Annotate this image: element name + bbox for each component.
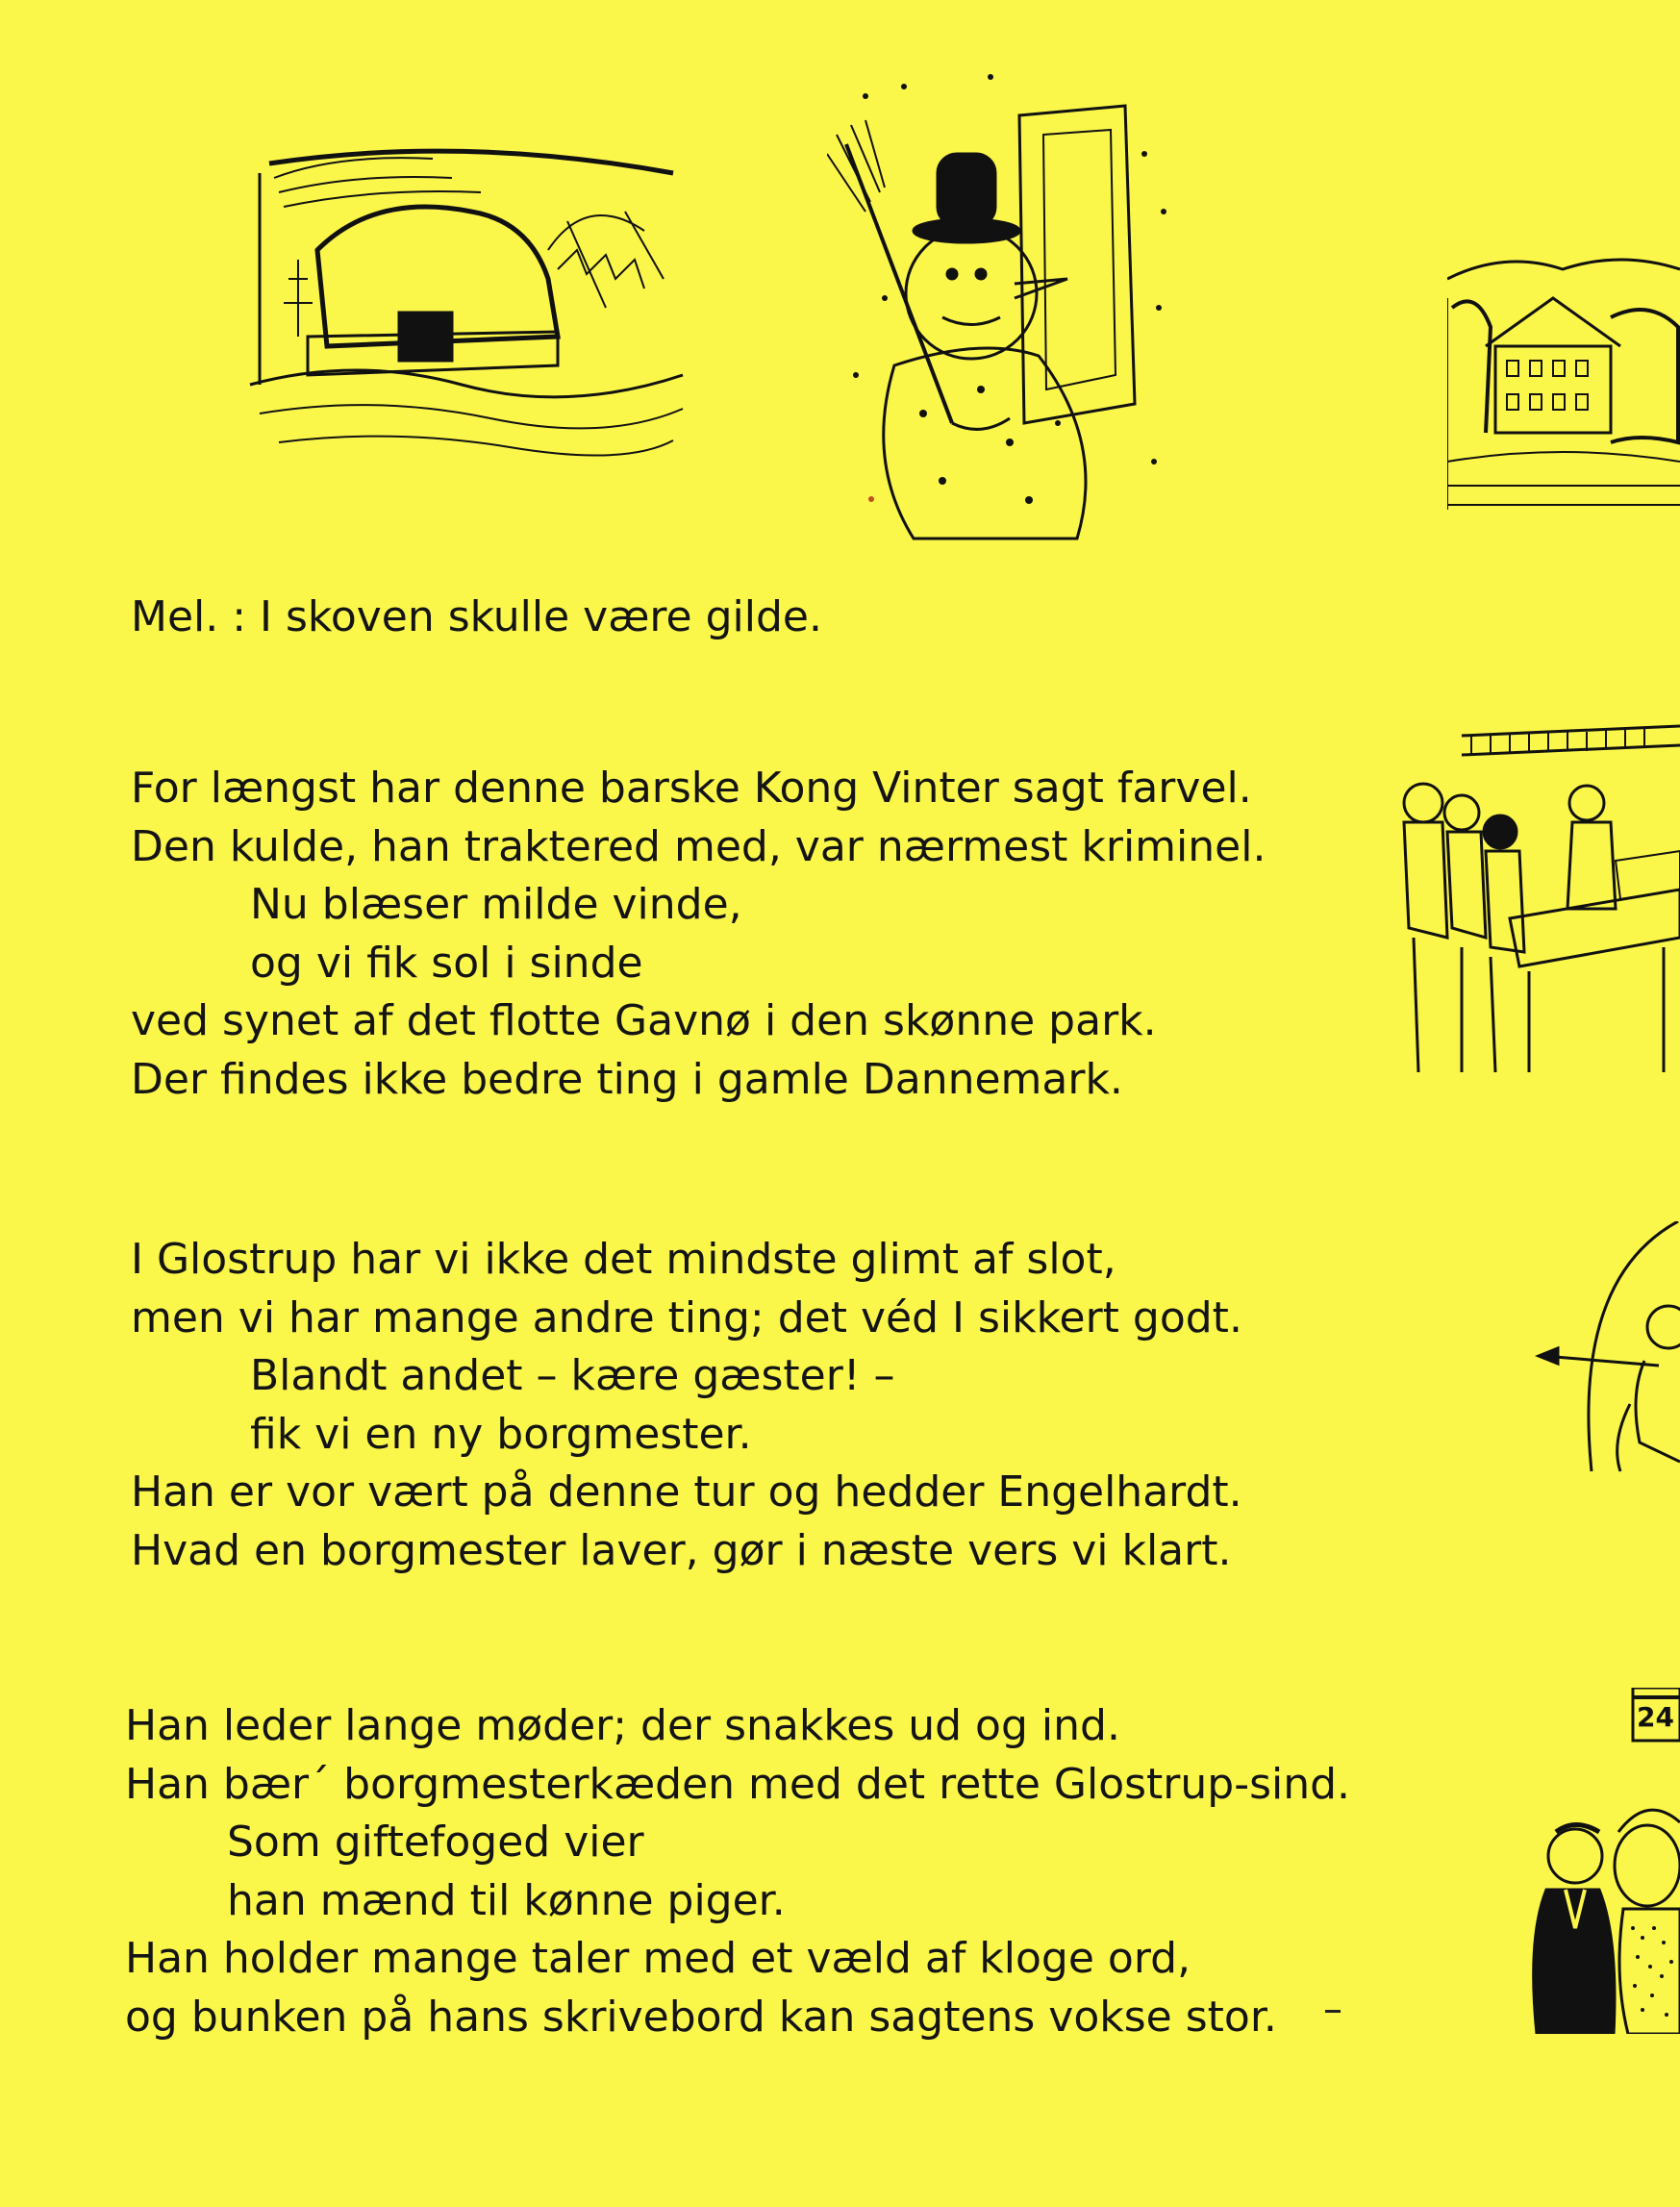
verse-line-indented: han mænd til kønne piger. xyxy=(227,1875,786,1925)
verse-line: Han holder mange taler med et væld af kloge ord, xyxy=(125,1934,1191,1983)
verse-line-indented: Som giftefoged vier xyxy=(227,1818,644,1867)
verse-line: Der findes ikke bedre ting i gamle Dannemark. xyxy=(131,1054,1123,1104)
verse-line: For længst har denne barske Kong Vinter sagt farvel. xyxy=(131,764,1252,813)
verse-3 xyxy=(125,1697,1350,2046)
snowy-cabin-illustration xyxy=(240,135,692,462)
wedding-couple-illustration xyxy=(1527,1688,1680,2034)
verse-line-indented: fik vi en ny borgmester. xyxy=(250,1409,752,1459)
meeting-table-illustration xyxy=(1394,716,1680,1072)
verse-line: Den kulde, han traktered med, var nærmest kriminel. xyxy=(131,821,1266,871)
melody-note: Mel. : I skoven skulle være gilde. xyxy=(131,592,822,641)
verse-line: I Glostrup har vi ikke det mindste glimt af slot, xyxy=(131,1235,1116,1284)
verse-line: Han bær´ borgmesterkæden med det rette Glostrup-sind. xyxy=(125,1759,1351,1809)
calendar-day-label: 24 xyxy=(1637,1701,1674,1733)
verse-line-indented: Blandt andet – kære gæster! – xyxy=(250,1351,895,1400)
verse-2 xyxy=(131,1231,1242,1580)
snowman-illustration xyxy=(827,58,1202,548)
verse-line-indented: og vi fik sol i sinde xyxy=(250,938,643,988)
verse-1 xyxy=(131,760,1266,1109)
manor-house-illustration xyxy=(1447,240,1680,529)
verse-line: Hvad en borgmester laver, gør i næste vers vi klart. xyxy=(131,1525,1232,1575)
verse-line: men vi har mange andre ting; det véd I sikkert godt. xyxy=(131,1292,1242,1342)
verse-line: Han leder lange møder; der snakkes ud og ind. xyxy=(125,1701,1120,1750)
verse-line: ved synet af det flotte Gavnø i den skønne park. xyxy=(131,996,1157,1045)
verse-line-indented: Nu blæser milde vinde, xyxy=(250,880,742,929)
paper-speck xyxy=(868,496,874,502)
trailing-dash-mark xyxy=(1325,2010,1341,2013)
cupid-archer-illustration xyxy=(1534,1221,1680,1510)
verse-line: og bunken på hans skrivebord kan sagtens vokse stor. xyxy=(125,1992,1277,2042)
verse-line: Han er vor vært på denne tur og hedder Engelhardt. xyxy=(131,1467,1242,1517)
